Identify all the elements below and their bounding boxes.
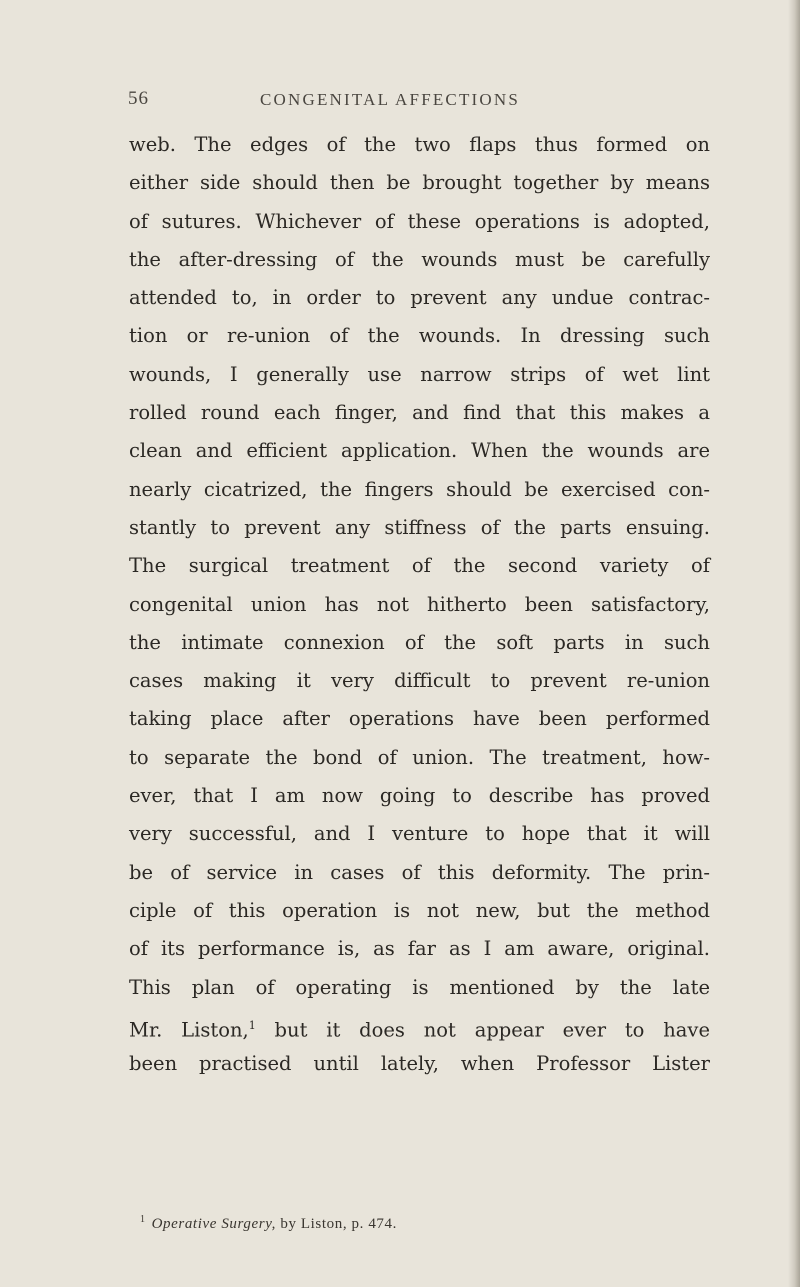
text-line: ciple of this operation is not new, but the method bbox=[129, 898, 710, 922]
footnote bbox=[140, 1214, 397, 1233]
text-line: either side should then be brought together by means bbox=[129, 171, 710, 195]
text-line: cases making it very difficult to prevent re-union bbox=[129, 669, 710, 693]
page-binding-edge bbox=[788, 0, 800, 1287]
text-line: be of service in cases of this deformity. The prin- bbox=[129, 860, 710, 884]
text-line: stantly to prevent any stiffness of the parts ensuing. bbox=[129, 515, 710, 539]
footnote-citation-rest: by Liston, p. 474. bbox=[276, 1216, 397, 1232]
body-text bbox=[129, 126, 710, 1083]
text-line: The surgical treatment of the second variety of bbox=[129, 554, 710, 578]
text-line: clean and efficient application. When the wounds are bbox=[129, 439, 710, 463]
footnote-marker: 1 bbox=[140, 1214, 146, 1225]
text-line: This plan of operating is mentioned by the late bbox=[129, 975, 710, 999]
text-segment: but it does not appear ever to have bbox=[255, 1018, 710, 1042]
text-line: web. The edges of the two flaps thus formed on bbox=[129, 133, 710, 156]
text-line: of sutures. Whichever of these operations is adopted, bbox=[129, 209, 710, 233]
text-line: to separate the bond of union. The treatment, how- bbox=[129, 745, 710, 769]
text-line: attended to, in order to prevent any undue contrac- bbox=[129, 286, 710, 310]
text-line: ever, that I am now going to describe has proved bbox=[129, 784, 710, 808]
text-line: been practised until lately, when Professor Lister bbox=[129, 1052, 710, 1076]
text-line-with-footnote-ref bbox=[129, 1007, 710, 1045]
page-header bbox=[0, 88, 800, 118]
text-line: tion or re-union of the wounds. In dressing such bbox=[129, 324, 710, 348]
text-line: rolled round each finger, and find that this makes a bbox=[129, 401, 710, 425]
page-number: 56 bbox=[128, 88, 149, 109]
text-segment: Mr. Liston, bbox=[129, 1018, 249, 1042]
running-head: CONGENITAL AFFECTIONS bbox=[260, 90, 521, 109]
text-line: of its performance is, as far as I am aware, original. bbox=[129, 937, 710, 961]
text-line: the intimate connexion of the soft parts in such bbox=[129, 630, 710, 654]
text-line: taking place after operations have been performed bbox=[129, 707, 710, 731]
footnote-reference: 1 bbox=[248, 1018, 256, 1032]
text-line: nearly cicatrized, the fingers should be exercised con- bbox=[129, 477, 710, 501]
footnote-citation-title: Operative Surgery, bbox=[151, 1216, 276, 1232]
text-line: wounds, I generally use narrow strips of wet lint bbox=[129, 362, 710, 386]
text-line: congenital union has not hitherto been satisfactory, bbox=[129, 592, 710, 616]
text-line: the after-dressing of the wounds must be carefully bbox=[129, 247, 710, 271]
text-line: very successful, and I venture to hope that it will bbox=[129, 822, 710, 846]
